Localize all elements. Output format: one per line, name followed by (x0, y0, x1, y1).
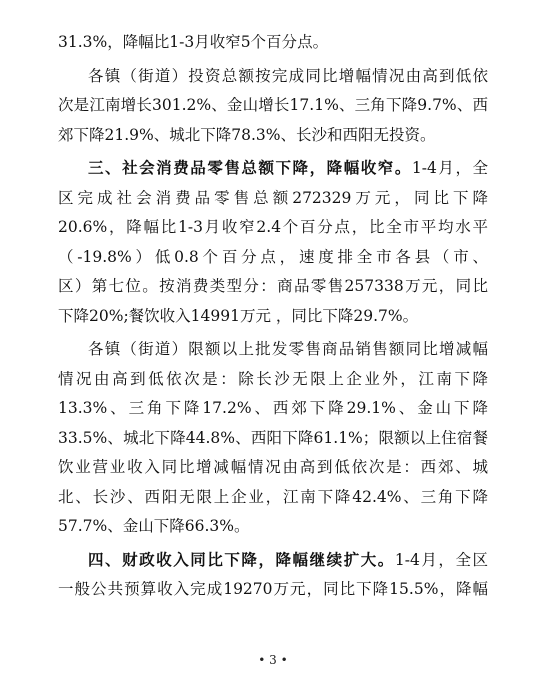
paragraph-line: 57.7%、金山下降66.3%。 (58, 517, 250, 535)
paragraph-line: 各镇（街道）限额以上批发零售商品销售额同比增减幅 (88, 340, 488, 358)
section-heading: 三、社会消费品零售总额下降，降幅收窄。 (88, 159, 412, 177)
page-number: • 3 • (258, 653, 288, 667)
paragraph-line: 情况由高到低依次是：除长沙无限上企业外，江南下降 (58, 369, 488, 388)
paragraph-line: 下降20%;餐饮收入14991万元 ，同比下降29.7%。 (58, 306, 419, 325)
paragraph-line: 31.3%，降幅比1-3月收窄5个百分点。 (58, 33, 329, 51)
paragraph-line: 次是江南增长301.2%、金山增长17.1%、三角下降9.7%、西 (58, 96, 488, 114)
document-body (58, 28, 488, 605)
paragraph-line: 20.6%，降幅比1-3月收窄2.4个百分点，比全市平均水平 (58, 218, 488, 236)
section-heading-line (58, 546, 488, 576)
paragraph-line: 饮业营业收入同比增减幅情况由高到低依次是：西郊、城 (58, 458, 488, 476)
paragraph-line: （-19.8%）低0.8个百分点，速度排全市各县（市、 (58, 247, 488, 266)
paragraph-line: 13.3%、三角下降17.2%、西郊下降29.1%、金山下降 (58, 399, 488, 417)
paragraph-line: 33.5%、城北下降44.8%、西阳下降61.1%；限额以上住宿餐 (58, 428, 488, 447)
paragraph-line: 北、长沙、西阳无限上企业，江南下降42.4%、三角下降 (58, 487, 488, 506)
paragraph-line: 区完成社会消费品零售总额272329万元，同比下降 (58, 188, 488, 207)
section-heading-rest: 1-4月，全区 (394, 550, 488, 569)
paragraph-line: 郊下降21.9%、城北下降78.3%、长沙和西阳无投资。 (58, 125, 436, 144)
paragraph-line: 区）第七位。按消费类型分：商品零售257338万元，同比 (58, 277, 488, 295)
paragraph-line: 各镇（街道）投资总额按完成同比增幅情况由高到低依 (88, 66, 488, 85)
section-heading: 四、财政收入同比下降，降幅继续扩大。 (88, 550, 395, 569)
section-heading-line (58, 154, 488, 184)
paragraph-line: 一般公共预算收入完成19270万元，同比下降15.5%，降幅 (58, 580, 488, 598)
section-heading-rest: 1-4月，全 (411, 159, 488, 177)
